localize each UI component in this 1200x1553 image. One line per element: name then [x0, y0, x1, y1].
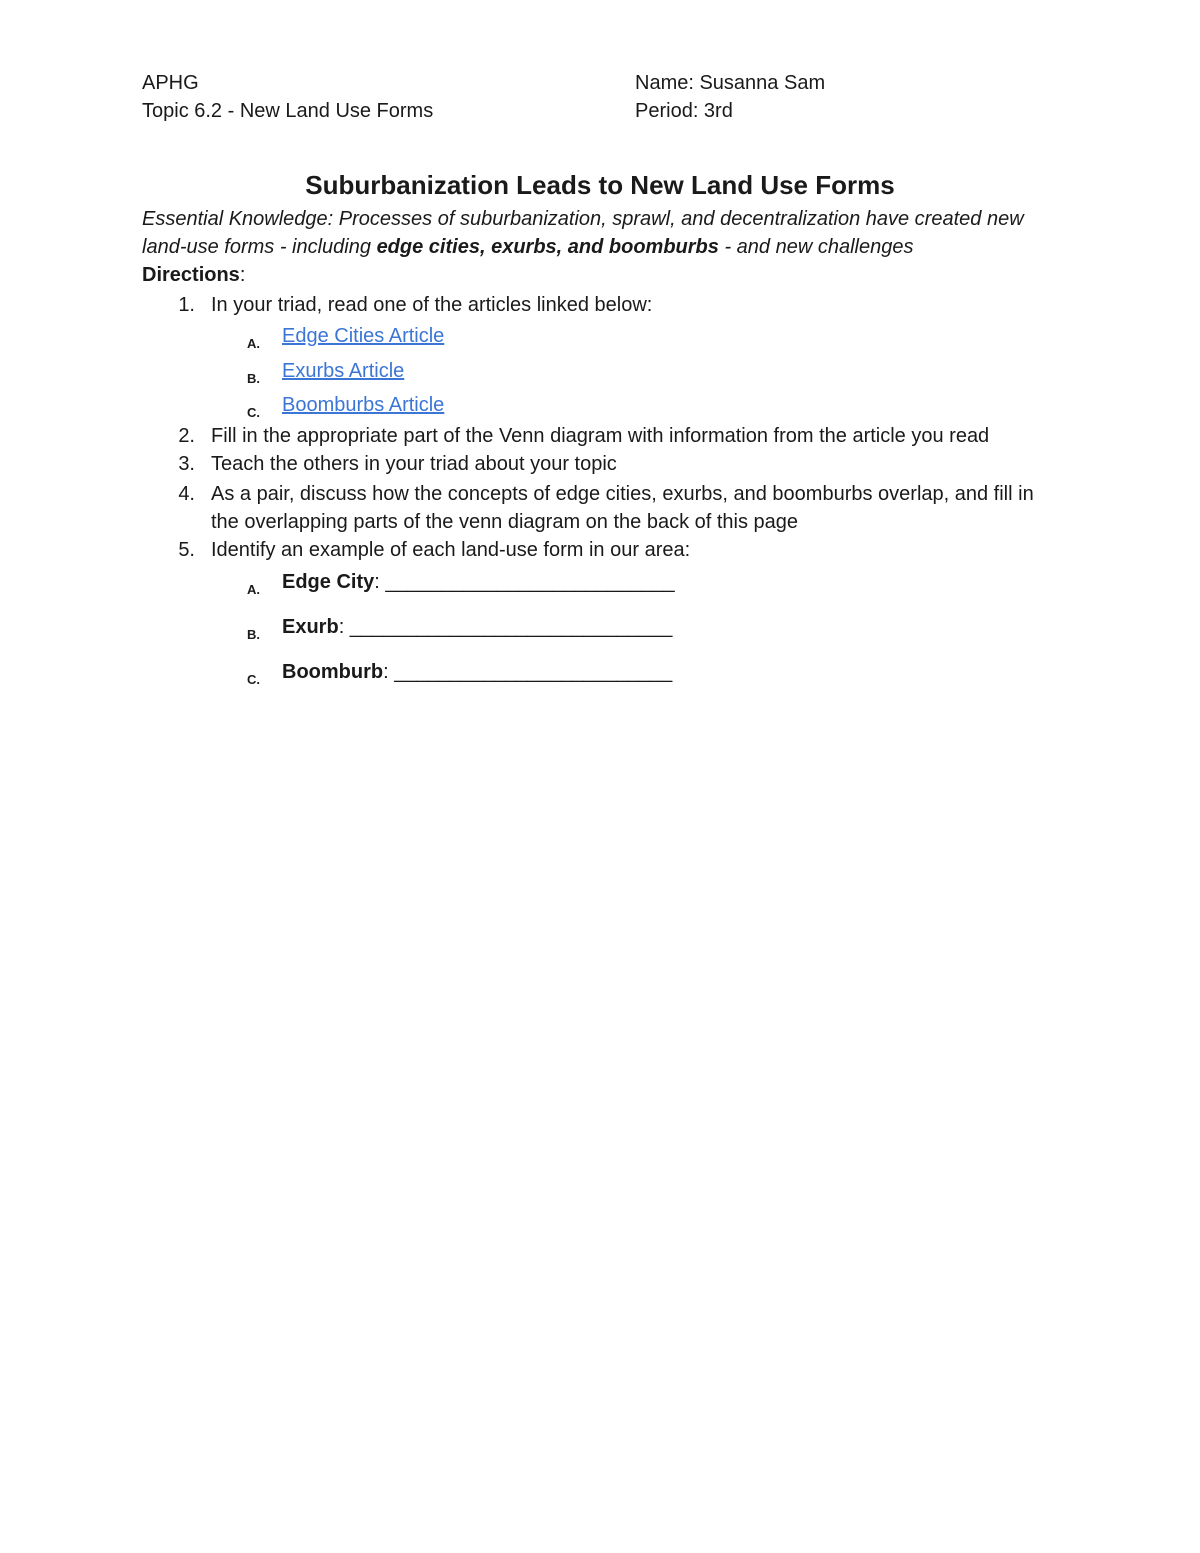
- step-text: In your triad, read one of the articles linked below:: [211, 294, 653, 316]
- example-letter: C.: [247, 672, 260, 687]
- edge-cities-article-link[interactable]: Edge Cities Article: [282, 325, 445, 347]
- step-number: 1.: [178, 294, 195, 316]
- step-text: Fill in the appropriate part of the Venn diagram with information from the article you read: [211, 425, 990, 447]
- example-blank: : __________________________: [374, 571, 675, 593]
- example-letter: B.: [247, 627, 260, 642]
- header-right: [635, 69, 825, 125]
- ek-sep-1: ,: [479, 236, 492, 258]
- article-letter: A.: [247, 336, 260, 351]
- article-letter: C.: [247, 405, 260, 420]
- step-number: 5.: [178, 539, 195, 561]
- step-text: Teach the others in your triad about your topic: [211, 453, 617, 475]
- example-label: Boomburb: [282, 661, 384, 683]
- essential-knowledge: [142, 205, 1072, 261]
- step-text: As a pair, discuss how the concepts of edge cities, exurbs, and boomburbs overlap, and fill in the overlapping parts of the venn diagram on the back of this page: [211, 483, 1034, 533]
- directions-label: Directions: [142, 264, 240, 286]
- step-text: Identify an example of each land-use form in our area:: [211, 539, 691, 561]
- exurbs-article-link[interactable]: Exurbs Article: [282, 360, 405, 382]
- course-name: APHG: [142, 72, 199, 94]
- ek-text-1: Essential Knowledge: Processes of suburbanization, sprawl, and decentralization have created new land-use forms - including: [142, 208, 1024, 258]
- step-number: 4.: [178, 483, 195, 505]
- example-blank: : _________________________: [383, 661, 673, 683]
- ek-text-2: - and new challenges: [718, 236, 914, 258]
- ek-bold-2: exurbs, and boomburbs: [491, 236, 719, 258]
- directions-heading: [142, 261, 245, 289]
- step-number: 3.: [178, 453, 195, 475]
- class-period: Period: 3rd: [635, 100, 733, 122]
- boomburbs-article-link[interactable]: Boomburbs Article: [282, 394, 445, 416]
- ek-bold-1: edge cities: [376, 236, 480, 258]
- example-label: Exurb: [282, 616, 339, 638]
- step-number: 2.: [178, 425, 195, 447]
- student-name: Name: Susanna Sam: [635, 72, 826, 94]
- example-letter: A.: [247, 582, 260, 597]
- example-label: Edge City: [282, 571, 375, 593]
- page-title: Suburbanization Leads to New Land Use Forms: [305, 170, 895, 200]
- article-letter: B.: [247, 371, 260, 386]
- topic-name: Topic 6.2 - New Land Use Forms: [142, 100, 434, 122]
- example-blank: : _____________________________: [338, 616, 673, 638]
- header-left: [142, 69, 433, 125]
- directions-colon: :: [239, 264, 246, 286]
